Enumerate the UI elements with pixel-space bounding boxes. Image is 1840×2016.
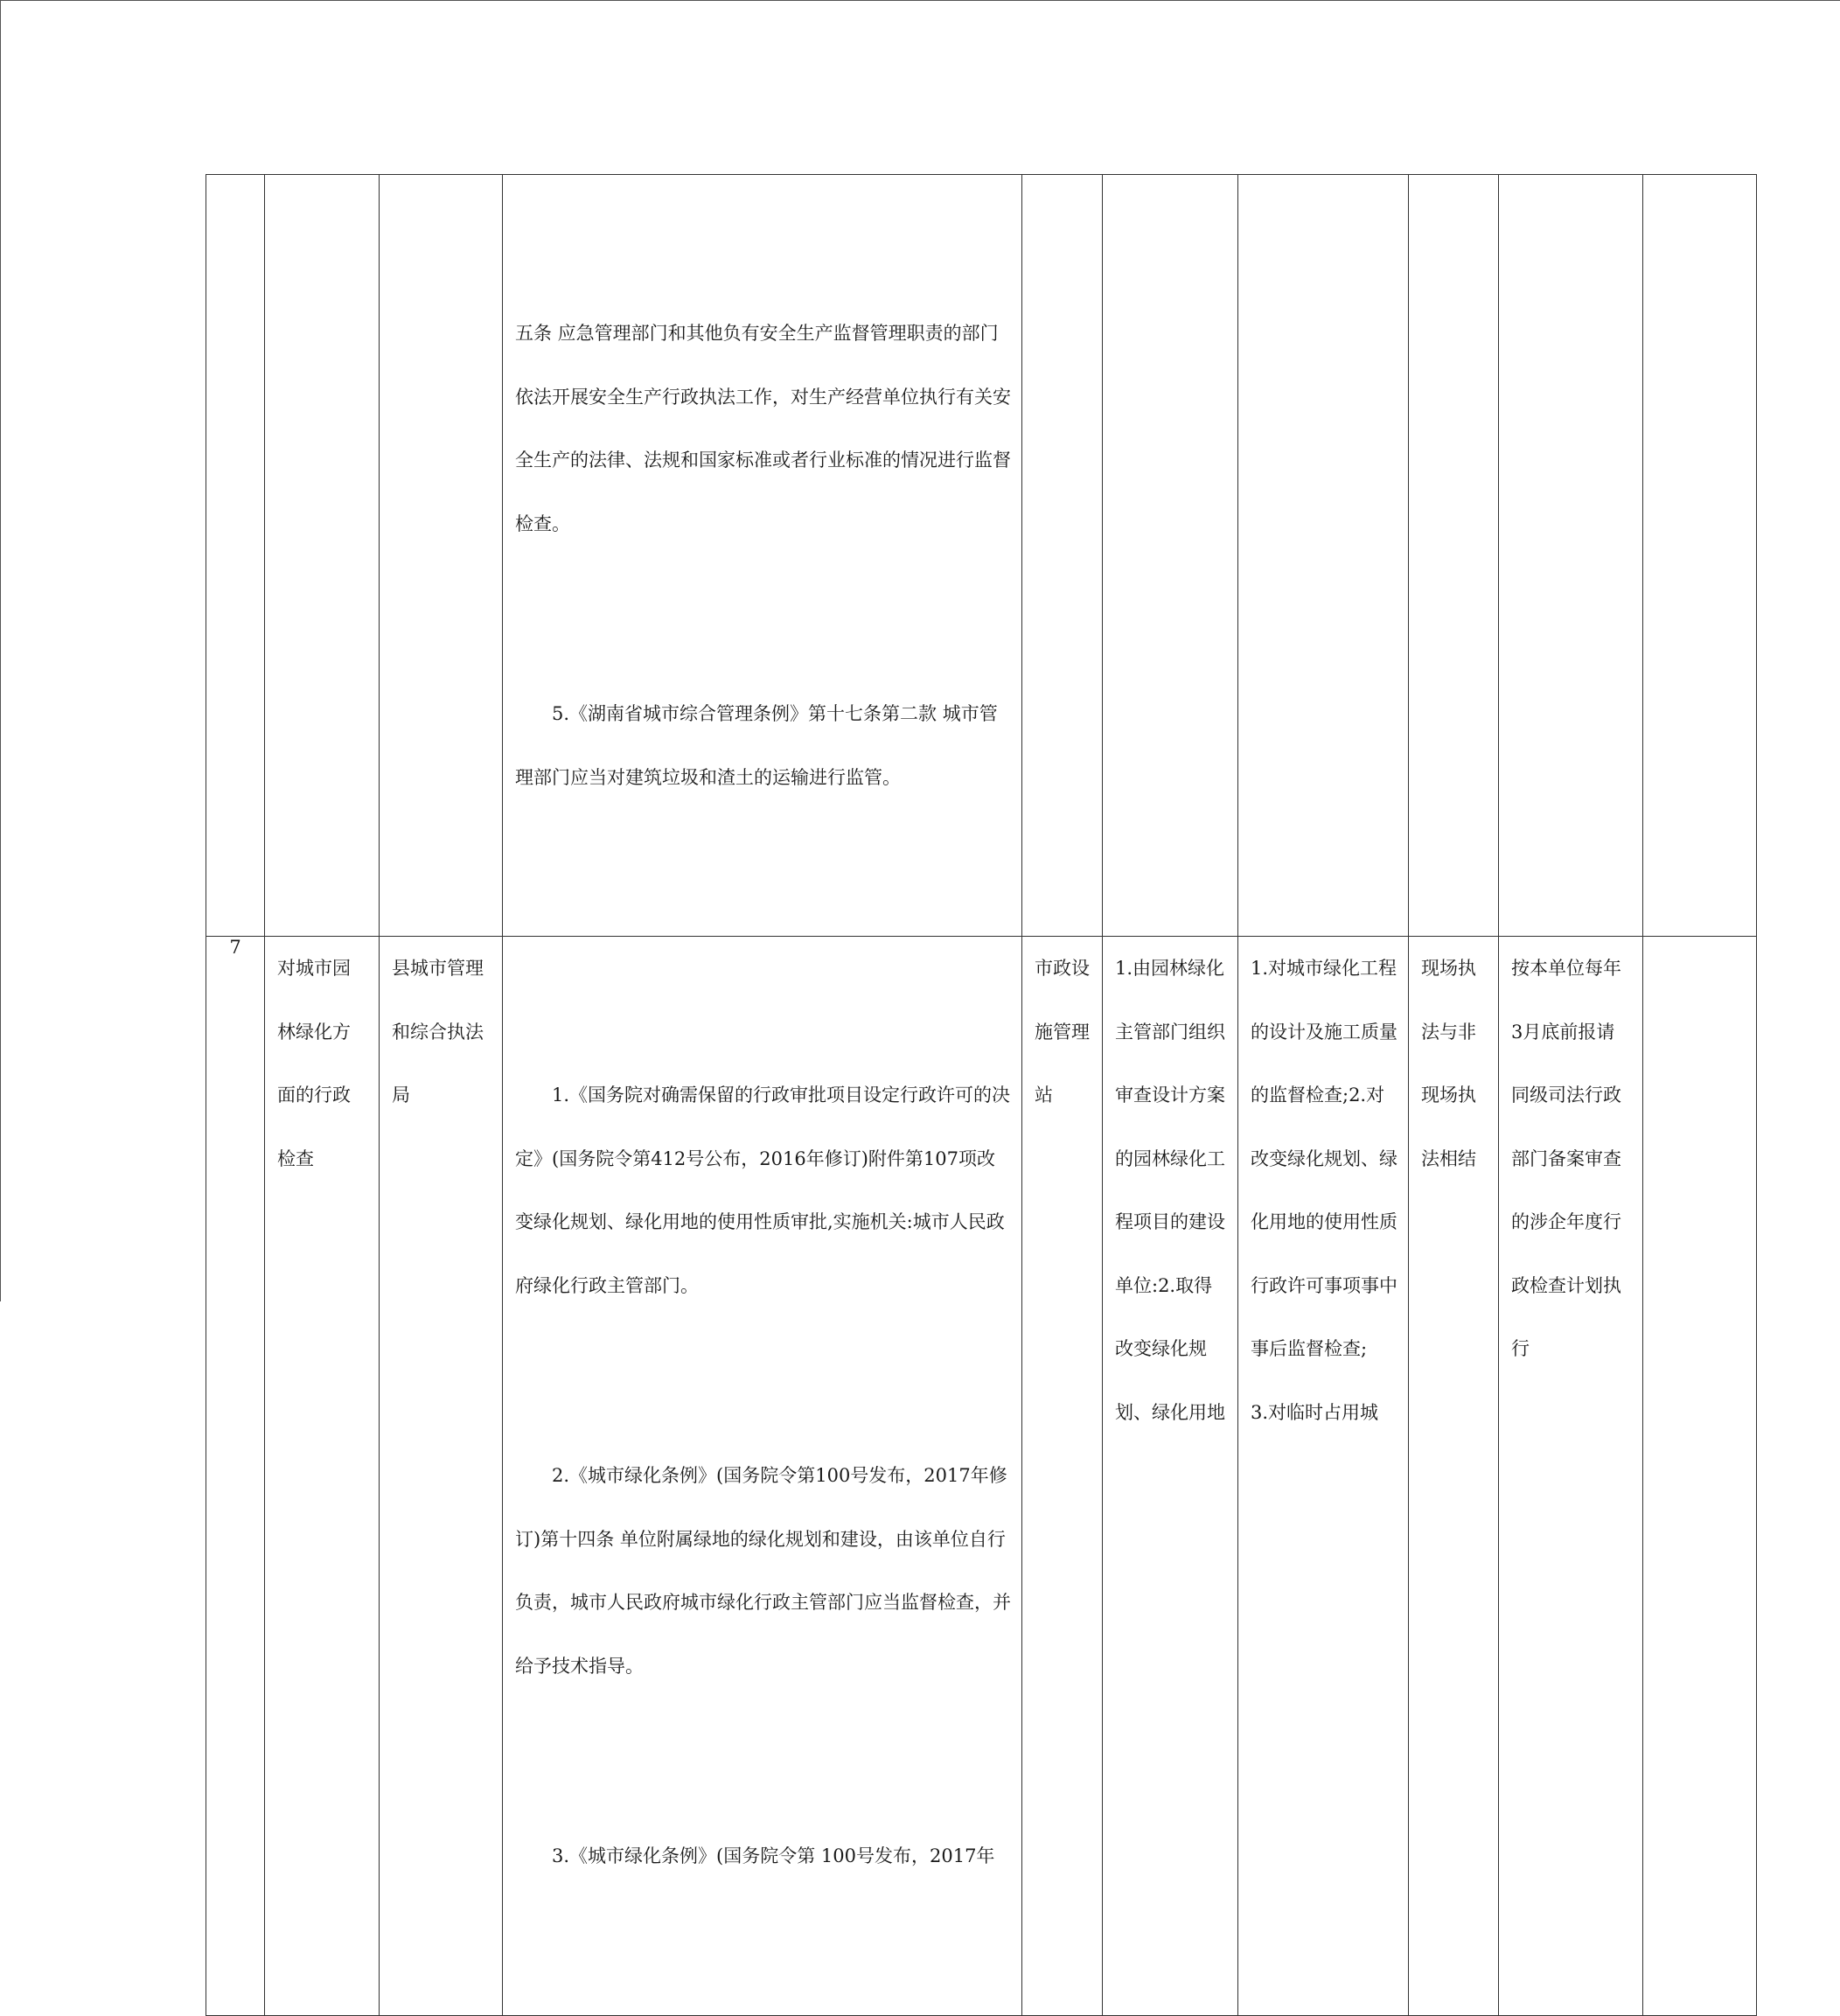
matter-cell: 对城市园林绿化方面的行政检查 <box>265 937 380 2016</box>
legal-basis-paragraph: 五条 应急管理部门和其他负有安全生产监督管理职责的部门依法开展安全生产行政执法工作，对生产经营单位执行有关安全生产的法律、法规和国家标准或者行业标准的情况进行监督检查。 <box>515 323 1011 534</box>
object-cell <box>1103 175 1238 937</box>
method-cell: 现场执法与非现场执法相结 <box>1409 937 1499 2016</box>
row-number: 7 <box>206 937 265 2016</box>
remark-cell <box>1643 937 1757 2016</box>
object-cell: 1.由园林绿化主管部门组织审查设计方案的园林绿化工程项目的建设单位:2.取得改变绿化规划、绿化用地 <box>1103 937 1238 2016</box>
authority-cell <box>380 175 503 937</box>
legal-basis-cell <box>503 175 1022 937</box>
table-row <box>206 175 1757 937</box>
legal-basis-cell <box>503 937 1022 2016</box>
method-cell <box>1409 175 1499 937</box>
remark-cell <box>1643 175 1757 937</box>
unit-cell <box>1022 175 1103 937</box>
unit-cell: 市政设施管理站 <box>1022 937 1103 2016</box>
matter-cell <box>265 175 380 937</box>
plan-cell: 按本单位每年3月底前报请同级司法行政部门备案审查的涉企年度行政检查计划执行 <box>1499 937 1643 2016</box>
inspection-table <box>206 174 1757 2016</box>
content-cell: 1.对城市绿化工程的设计及施工质量的监督检查;2.对改变绿化规划、绿化用地的使用性质行政许可事项事中事后监督检查; 3.对临时占用城 <box>1238 937 1409 2016</box>
legal-basis-paragraph: 1.《国务院对确需保留的行政审批项目设定行政许可的决定》(国务院令第412号公布，2016年修订)附件第107项改变绿化规划、绿化用地的使用性质审批,实施机关:城市人民政府绿化行政主管部门。 <box>515 1085 1011 1296</box>
authority-cell: 县城市管理和综合执法局 <box>380 937 503 2016</box>
legal-basis-paragraph: 5.《湖南省城市综合管理条例》第十七条第二款 城市管理部门应当对建筑垃圾和渣土的运输进行监管。 <box>515 703 998 788</box>
row-number <box>206 175 265 937</box>
legal-basis-paragraph: 3.《城市绿化条例》(国务院令第 100号发布，2017年 <box>552 1845 995 1866</box>
plan-cell <box>1499 175 1643 937</box>
legal-basis-paragraph: 2.《城市绿化条例》(国务院令第100号发布，2017年修订)第十四条 单位附属绿地的绿化规划和建设，由该单位自行负责，城市人民政府城市绿化行政主管部门应当监督检查，并给予技术指导。 <box>515 1465 1011 1677</box>
content-cell <box>1238 175 1409 937</box>
table-row <box>206 937 1757 2016</box>
